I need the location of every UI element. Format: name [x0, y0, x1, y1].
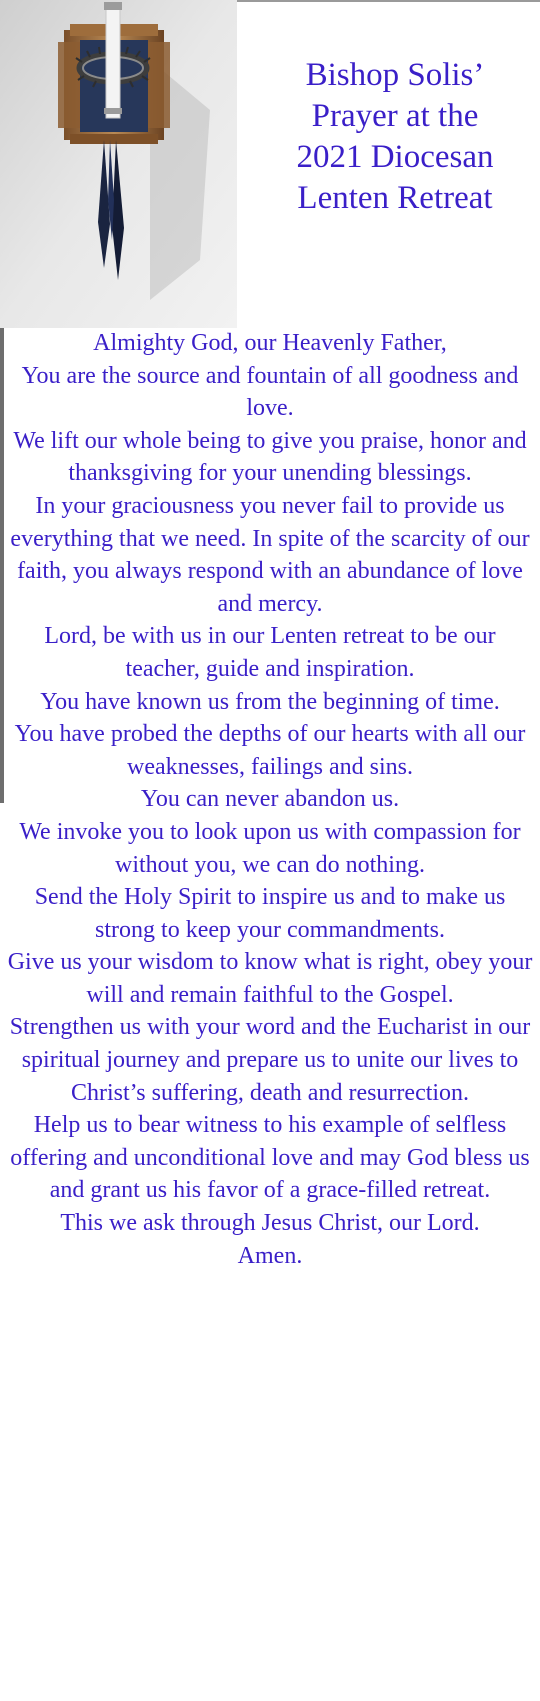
prayer-line: Give us your wisdom to know what is right, obey your will and remain faithful to the Gospel. [7, 949, 533, 1008]
prayer-line: We invoke you to look upon us with compassion for without you, we can do nothing. [19, 818, 521, 878]
prayer-line: Lord, be with us in our Lenten retreat to be our teacher, guide and inspiration. [44, 623, 496, 682]
title-line: Bishop Solis’ [305, 57, 485, 93]
prayer-line: Almighty God, our Heavenly Father, [93, 330, 447, 356]
prayer-line: Help us to bear witness to his example of selfless offering and unconditional love and may God bless us and grant us his favor of a grace-filled retreat. [10, 1112, 530, 1204]
left-margin-bar [0, 328, 4, 803]
prayer-line: You have known us from the beginning of time. [40, 688, 500, 715]
prayer-line: Send the Holy Spirit to inspire us and to make us strong to keep your commandments. [34, 884, 506, 943]
prayer-line: Strengthen us with your word and the Eucharist in our spiritual journey and prepare us to unite our lives to Christ’s suffering, death and resurrection. [9, 1014, 531, 1106]
prayer-line: In your graciousness you never fail to provide us everything that we need. In spite of the scarcity of our faith, you always respond with an abundance of love and mercy. [10, 492, 530, 617]
crucifix-with-crown-of-thorns-icon [0, 0, 237, 328]
prayer-line: We lift our whole being to give you praise, honor and thanksgiving for your unending blessings. [13, 427, 527, 487]
prayer-line: You have probed the depths of our hearts with all our weaknesses, failings and sins. [14, 721, 526, 780]
top-divider [237, 0, 540, 2]
prayer-text [6, 327, 534, 1272]
title-line: Lenten Retreat [297, 180, 493, 216]
prayer-line: You can never abandon us. [140, 786, 400, 813]
prayer-line: Amen. [237, 1242, 303, 1269]
title-line: Prayer at the [311, 98, 479, 134]
title-line: 2021 Diocesan [296, 139, 494, 175]
prayer-line: This we ask through Jesus Christ, our Lord. [60, 1210, 480, 1237]
crucifix-photo [0, 0, 237, 328]
prayer-line: You are the source and fountain of all goodness and love. [21, 362, 519, 422]
page-title [250, 55, 540, 219]
